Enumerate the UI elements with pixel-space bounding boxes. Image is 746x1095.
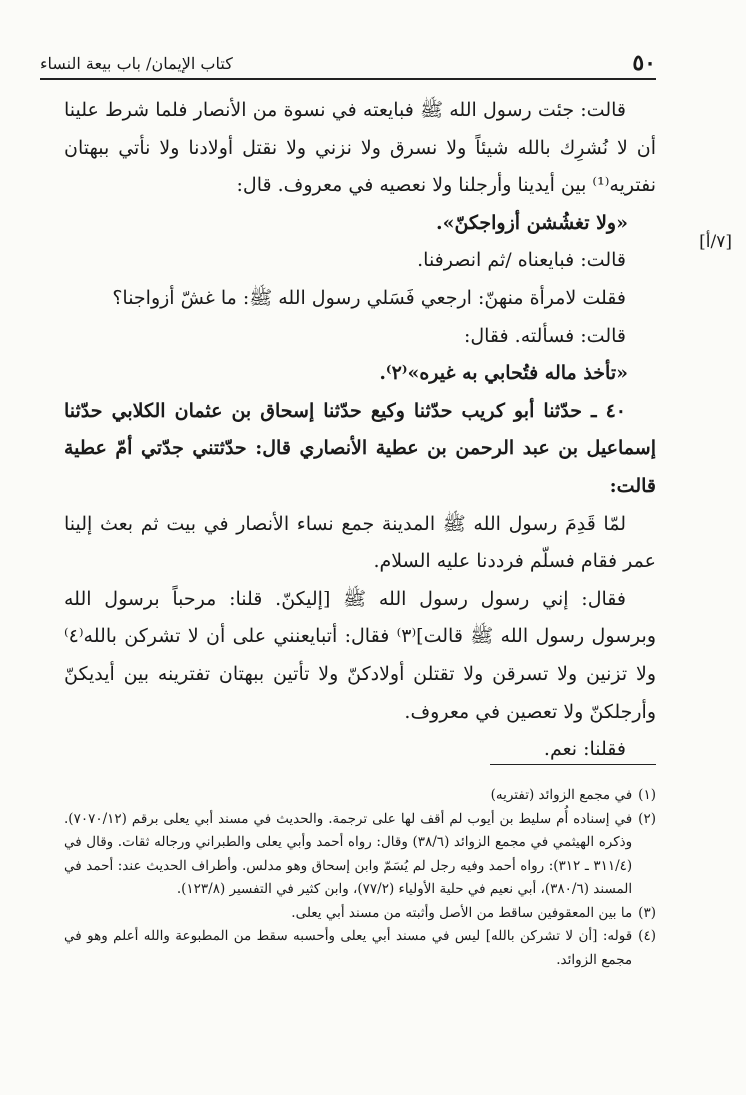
- paragraph-1: قالت: جئت رسول الله ﷺ فبايعته في نسوة من الأنصار فلما شرط علينا أن لا نُشرِك بالله شيئاً ولا نسرق ولا نزني ولا نقتل أولادنا ولا نأتي ببهتان نفتريه⁽¹⁾ بين أيدينا وأرجلنا ولا نعصيه في معروف. قال:: [64, 99, 656, 197]
- prophetic-quote-2: «تأخذ ماله فتُحابي به غيره»⁽٢⁾.: [379, 362, 628, 385]
- running-title: كتاب الإيمان/ باب بيعة النساء: [40, 54, 233, 73]
- paragraph-4: فقلت لامرأة منهنّ: ارجعي فَسَلي رسول الله ﷺ: ما غشّ أزواجنا؟: [112, 286, 626, 309]
- paragraph-5: قالت: فسألته. فقال:: [463, 324, 626, 347]
- main-text: [64, 92, 656, 769]
- hadith-40-isnad: ٤٠ ـ حدّثنا أبو كريب حدّثنا وكيع حدّثنا إسحاق بن عثمان الكلابي حدّثنا إسماعيل بن عبد الرحمن بن عطية الأنصاري قال: حدّثتني جدّتي أمّ عطية قالت:: [64, 399, 656, 497]
- footnote-text: قوله: [أن لا تشركن بالله] ليس في مسند أبي يعلى وأحسبه سقط من المطبوعة والله أعلم وهو في مجمع الزوائد.: [64, 928, 633, 968]
- footnote-4: [64, 925, 656, 972]
- footnote-text: في مجمع الزوائد (تفتريه): [490, 787, 633, 803]
- footnote-1: [64, 784, 656, 808]
- manuscript-folio-marker: [٧/أ]: [699, 232, 732, 252]
- footnote-number: (٤): [638, 928, 656, 944]
- paragraph-8: لمّا قَدِمَ رسول الله ﷺ المدينة جمع نساء الأنصار في بيت ثم بعث إلينا عمر فقام فسلّم فرددنا عليه السلام.: [64, 512, 656, 573]
- footnote-3: [64, 902, 656, 926]
- page-header: [40, 44, 656, 78]
- footnote-number: (٣): [638, 904, 656, 921]
- footnote-2: [64, 808, 656, 902]
- header-divider: [40, 78, 656, 80]
- paragraph-9: فقال: إني رسول رسول الله ﷺ [إليكنّ. قلنا: مرحباً برسول الله وبرسول رسول الله ﷺ قالت]⁽٣⁾ فقال: أتبايعنني على أن لا تشركن بالله⁽٤⁾ ولا تزنين ولا تسرقن ولا تقتلن أولادكنّ ولا تأتين ببهتان تفترينه بين أيديكنّ وأرجلكنّ ولا تعصين في معروف.: [64, 587, 656, 723]
- footnote-text: في إسناده أُم سليط بن أيوب لم أقف لها على ترجمة. والحديث في مسند أبي يعلى برقم (٧٠٧٠/١٢). وذكره الهيثمي في مجمع الزوائد (٣٨/٦) وقال: رواه أحمد وأبي يعلى والطبراني ورجاله ثقات. وقال في (٣١١/٤ ـ ٣١٢): رواه أحمد وفيه رجل لم يُسَمّ وابن إسحاق وهو مدلس. وأطراف الحديث عند: أحمد في المسند (٣٨٠/٦)، أبي نعيم في حلية الأولياء (٧٧/٢)، وابن كثير في التفسير (١٢٣/٨).: [64, 810, 633, 897]
- footnotes: [64, 784, 656, 972]
- paragraph-3: قالت: فبايعناه /ثم انصرفنا.: [417, 249, 626, 272]
- paragraph-10: فقلنا: نعم.: [543, 738, 626, 761]
- footnote-number: (٢): [638, 810, 656, 827]
- footnote-number: (١): [638, 787, 656, 803]
- footnote-text: ما بين المعقوفين ساقط من الأصل وأثبته من مسند أبي يعلى.: [291, 904, 633, 921]
- prophetic-quote-1: «ولا تغشُشن أزواجكنّ».: [435, 211, 628, 234]
- footnote-divider: [490, 764, 656, 765]
- page-number: ٥٠: [632, 50, 656, 76]
